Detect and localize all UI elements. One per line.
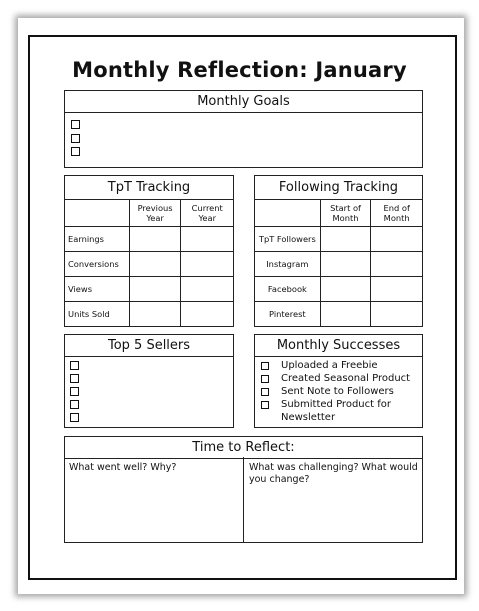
tpt-col-current-year: Current Year [181, 200, 234, 227]
following-row-pinterest: Pinterest [255, 302, 321, 327]
goal-checkbox[interactable] [71, 147, 80, 156]
top-sellers-heading: Top 5 Sellers [65, 335, 233, 357]
tpt-row-views: Views [65, 277, 130, 302]
following-col-start-of-month: Start of Month [320, 200, 371, 227]
tpt-tracking-heading: TpT Tracking [107, 180, 191, 195]
tpt-row-earnings: Earnings [65, 227, 130, 252]
goal-checkbox[interactable] [71, 134, 80, 143]
page-title: Monthly Reflection: January [72, 58, 407, 82]
tpt-cell[interactable] [181, 302, 234, 327]
success-item-label: Submitted Product for Newsletter [281, 399, 391, 423]
reflect-box [64, 436, 423, 543]
following-cell[interactable] [320, 227, 371, 252]
seller-checkbox[interactable] [70, 361, 79, 370]
following-cell[interactable] [371, 277, 423, 302]
tpt-cell[interactable] [129, 252, 181, 277]
following-cell[interactable] [320, 277, 371, 302]
tpt-cell[interactable] [181, 227, 234, 252]
following-tracking-header-box [254, 175, 423, 200]
monthly-goals-checklist [65, 113, 422, 164]
following-cell[interactable] [371, 302, 423, 327]
tpt-cell[interactable] [181, 277, 234, 302]
success-item-label: Sent Note to Followers [281, 386, 394, 397]
tpt-tracking-table [64, 199, 234, 327]
following-row-tpt-followers: TpT Followers [255, 227, 321, 252]
seller-checkbox[interactable] [70, 400, 79, 409]
tpt-cell[interactable] [129, 302, 181, 327]
reflect-left-prompt: What went well? Why? [69, 462, 177, 473]
tpt-row-conversions: Conversions [65, 252, 130, 277]
tpt-tracking-header-box [64, 175, 234, 200]
following-tracking-heading: Following Tracking [278, 180, 399, 195]
seller-checkbox[interactable] [70, 374, 79, 383]
monthly-goals-box [64, 90, 423, 168]
following-tracking-table [254, 199, 423, 327]
following-cell[interactable] [320, 252, 371, 277]
following-col-end-of-month: End of Month [371, 200, 423, 227]
success-item [255, 359, 422, 372]
success-item [255, 385, 422, 398]
top-sellers-checklist [65, 357, 233, 429]
success-item [255, 372, 422, 385]
success-checkbox[interactable] [261, 401, 269, 409]
monthly-successes-heading: Monthly Successes [255, 335, 422, 357]
monthly-successes-box [254, 334, 423, 428]
successes-list [255, 357, 422, 424]
following-cell[interactable] [371, 252, 423, 277]
top-sellers-box [64, 334, 234, 428]
monthly-goals-heading: Monthly Goals [65, 91, 422, 113]
tpt-cell[interactable] [129, 227, 181, 252]
success-item-label: Created Seasonal Product [281, 373, 411, 384]
following-cell[interactable] [320, 302, 371, 327]
seller-checkbox[interactable] [70, 413, 79, 422]
success-checkbox[interactable] [261, 388, 269, 396]
tpt-row-units-sold: Units Sold [65, 302, 130, 327]
seller-checkbox[interactable] [70, 387, 79, 396]
following-row-instagram: Instagram [255, 252, 321, 277]
goal-checkbox[interactable] [71, 120, 80, 129]
tpt-col-previous-year: Previous Year [129, 200, 181, 227]
following-row-facebook: Facebook [255, 277, 321, 302]
tpt-cell[interactable] [129, 277, 181, 302]
tpt-cell[interactable] [181, 252, 234, 277]
following-cell[interactable] [371, 227, 423, 252]
success-item-label: Uploaded a Freebie [281, 360, 378, 371]
reflect-divider [243, 457, 244, 542]
reflect-right-prompt: What was challenging? What would you change? [249, 462, 418, 485]
reflect-heading: Time to Reflect: [65, 437, 422, 459]
success-checkbox[interactable] [261, 362, 269, 370]
success-checkbox[interactable] [261, 375, 269, 383]
success-item [255, 398, 422, 424]
